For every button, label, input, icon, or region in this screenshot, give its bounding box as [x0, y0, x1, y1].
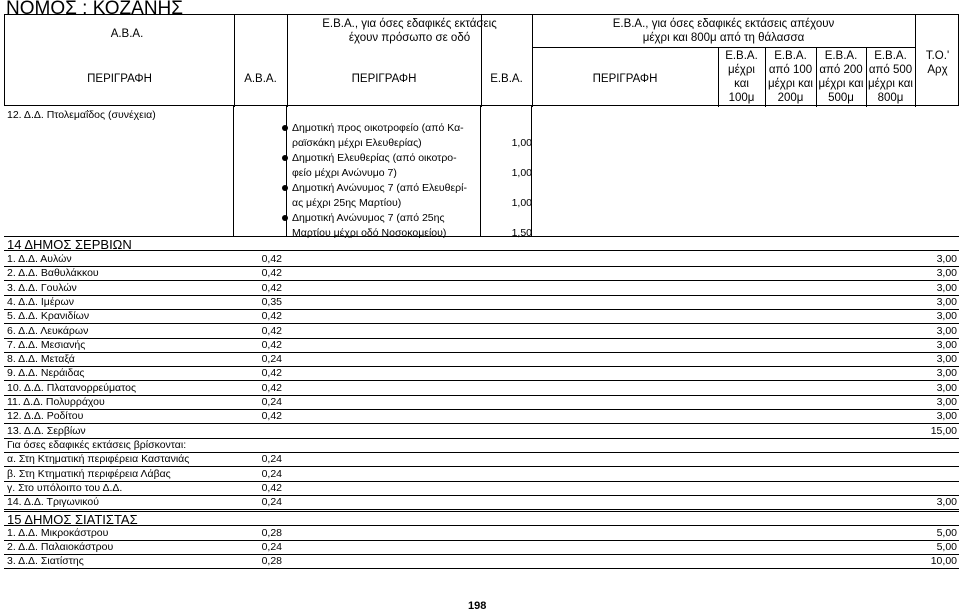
- table-row: [4, 482, 959, 495]
- row-to-value: 3,00: [936, 324, 957, 337]
- subcol-2: Ε.Β.Α. από 100 μέχρι και 200μ: [768, 50, 813, 104]
- table-row: [4, 453, 959, 466]
- row-label: 14. Δ.Δ. Τριγωνικού: [7, 496, 99, 509]
- row-to-value: 3,00: [936, 281, 957, 294]
- header-perigrafi-2: ΠΕΡΙΓΡΑΦΗ: [351, 73, 417, 85]
- row-to-value: 15,00: [930, 424, 957, 437]
- row-aba-value: 0,24: [261, 467, 282, 480]
- header-aba-top: Α.Β.Α.: [110, 28, 144, 40]
- row-aba-value: 0,28: [261, 527, 282, 539]
- row-label: 1. Δ.Δ. Αυλών: [7, 253, 72, 265]
- section-12-title: 12. Δ.Δ. Πτολεμαΐδος (συνέχεια): [7, 109, 156, 121]
- row-label: 3. Δ.Δ. Σιατίστης: [7, 555, 84, 567]
- row-to-value: 3,00: [936, 381, 957, 394]
- bullet-icon: [282, 155, 288, 161]
- table-row: [4, 555, 959, 568]
- row-divider: [4, 509, 959, 510]
- table-row: [4, 339, 959, 352]
- table-row: [4, 396, 959, 409]
- row-aba-value: 0,42: [261, 381, 282, 394]
- row-aba-value: 0,35: [261, 295, 282, 308]
- row-to-value: 3,00: [936, 496, 957, 509]
- row-label: β. Στη Κτηματική περιφέρεια Λάβας: [7, 467, 171, 480]
- header-eba-2: Ε.Β.Α.: [490, 73, 523, 85]
- row-label: 3. Δ.Δ. Γουλών: [7, 281, 77, 294]
- row-label: 7. Δ.Δ. Μεσιανής: [7, 338, 86, 351]
- row-to-value: 3,00: [936, 267, 957, 280]
- header-group2-line2: έχουν πρόσωπο σε οδό: [348, 32, 471, 44]
- section-15-title: 15 ΔΗΜΟΣ ΣΙΑΤΙΣΤΑΣ: [4, 511, 959, 526]
- page-title: ΝΟΜΟΣ : ΚΟΖΑΝΗΣ: [6, 0, 184, 19]
- row-label: Για όσες εδαφικές εκτάσεις βρίσκονται:: [7, 438, 187, 451]
- row-label: 4. Δ.Δ. Ιμέρων: [7, 295, 74, 308]
- row-divider: [4, 568, 959, 569]
- row-label: 8. Δ.Δ. Μεταξά: [7, 353, 75, 366]
- subcol-1: Ε.Β.Α. μέχρι και 100μ: [725, 50, 758, 104]
- row-label: 10. Δ.Δ. Πλατανορρεύματος: [7, 381, 137, 394]
- row-label: 5. Δ.Δ. Κρανιδίων: [7, 310, 90, 323]
- table-row: [4, 310, 959, 323]
- table-row: [4, 468, 959, 481]
- row-aba-value: 0,42: [261, 310, 282, 323]
- row-aba-value: 0,42: [261, 410, 282, 423]
- row-label: 11. Δ.Δ. Πολυρράχου: [7, 396, 105, 408]
- table-row: [4, 267, 959, 280]
- table-row: [4, 253, 959, 266]
- row-to-value: 3,00: [936, 410, 957, 423]
- row-aba-value: 0,28: [261, 555, 282, 567]
- header-group2-line1: Ε.Β.Α., για όσες εδαφικές εκτάσεις: [322, 18, 497, 30]
- header-perigrafi-1: ΠΕΡΙΓΡΑΦΗ: [87, 73, 152, 85]
- header-perigrafi-3: ΠΕΡΙΓΡΑΦΗ: [592, 73, 658, 85]
- row-label: 1. Δ.Δ. Μικροκάστρου: [7, 527, 109, 539]
- row-label: 12. Δ.Δ. Ροδίτου: [7, 410, 84, 423]
- table-row: [4, 410, 959, 423]
- row-aba-value: 0,42: [261, 253, 282, 265]
- section-14-title: 14 ΔΗΜΟΣ ΣΕΡΒΙΩΝ: [4, 236, 959, 251]
- table-row: [4, 496, 959, 509]
- row-aba-value: 0,42: [261, 267, 282, 280]
- table-row: [4, 382, 959, 395]
- row-aba-value: 0,42: [261, 338, 282, 351]
- row-to-value: 3,00: [936, 353, 957, 366]
- subcol-4: Ε.Β.Α. από 500 μέχρι και 800μ: [868, 50, 913, 104]
- row-label: 13. Δ.Δ. Σερβίων: [7, 424, 86, 437]
- row-label: 2. Δ.Δ. Παλαιοκάστρου: [7, 541, 114, 553]
- table-row: [4, 282, 959, 295]
- table-row: [4, 296, 959, 309]
- row-aba-value: 0,42: [261, 281, 282, 294]
- row-to-value: 3,00: [936, 396, 957, 408]
- bullet-icon: [282, 215, 288, 221]
- subcol-3: Ε.Β.Α. από 200 μέχρι και 500μ: [818, 50, 864, 104]
- table-header: [4, 14, 959, 106]
- page-number: 198: [468, 600, 487, 612]
- row-aba-value: 0,24: [261, 496, 282, 509]
- bullet-icon: [282, 185, 288, 191]
- row-to-value: 5,00: [936, 527, 957, 539]
- row-to-value: 3,00: [936, 367, 957, 380]
- table-row: [4, 439, 959, 452]
- table-row: [4, 367, 959, 380]
- row-to-value: 3,00: [936, 338, 957, 351]
- row-label: 9. Δ.Δ. Νεράιδας: [7, 367, 85, 380]
- row-to-value: 3,00: [936, 310, 957, 323]
- row-label: 6. Δ.Δ. Λευκάρων: [7, 324, 89, 337]
- row-label: α. Στη Κτηματική περιφέρεια Καστανιάς: [7, 453, 190, 466]
- header-group3-line1: Ε.Β.Α., για όσες εδαφικές εκτάσεις απέχουν: [612, 18, 835, 30]
- row-aba-value: 0,24: [261, 353, 282, 366]
- row-aba-value: 0,24: [261, 541, 282, 553]
- table-row: [4, 527, 959, 540]
- row-to-value: 3,00: [936, 253, 957, 265]
- row-aba-value: 0,42: [261, 481, 282, 494]
- row-aba-value: 0,42: [261, 367, 282, 380]
- table-row: [4, 541, 959, 554]
- bullet-item: Δημοτική προς οικοτροφείο (από Κα- ραϊσκάκη μέχρι Ελευθερίας) 1,00 Δημοτική Ελευθερίας (από οικοτρο- φείο μέχρι Ανώνυμο 7) 1,00 Δημοτική Ανώνυμος 7 (από Ελευθερί- ας μέχρι 25ης Μαρτίου) 1,00 Δημοτική Ανώνυμος 7 (από 25ης Μαρτίου μέχρι οδό Νοσοκομείου) 1,50: [282, 121, 532, 241]
- row-label: 2. Δ.Δ. Βαθυλάκκου: [7, 267, 99, 280]
- table-row: [4, 325, 959, 338]
- table-row: [4, 425, 959, 438]
- row-to-value: 3,00: [936, 295, 957, 308]
- row-aba-value: 0,42: [261, 324, 282, 337]
- row-aba-value: 0,24: [261, 453, 282, 466]
- row-label: γ. Στο υπόλοιπο του Δ.Δ.: [7, 481, 123, 494]
- header-aba-1: Α.Β.Α.: [244, 73, 277, 85]
- row-to-value: 5,00: [936, 541, 957, 553]
- table-row: [4, 353, 959, 366]
- row-aba-value: 0,24: [261, 396, 282, 408]
- header-group3-line2: μέχρι και 800μ από τη θάλασσα: [642, 32, 805, 44]
- row-to-value: 10,00: [930, 555, 957, 567]
- bullet-icon: [282, 125, 288, 131]
- header-to-arch: Τ.Ο.' Αρχ: [925, 50, 950, 76]
